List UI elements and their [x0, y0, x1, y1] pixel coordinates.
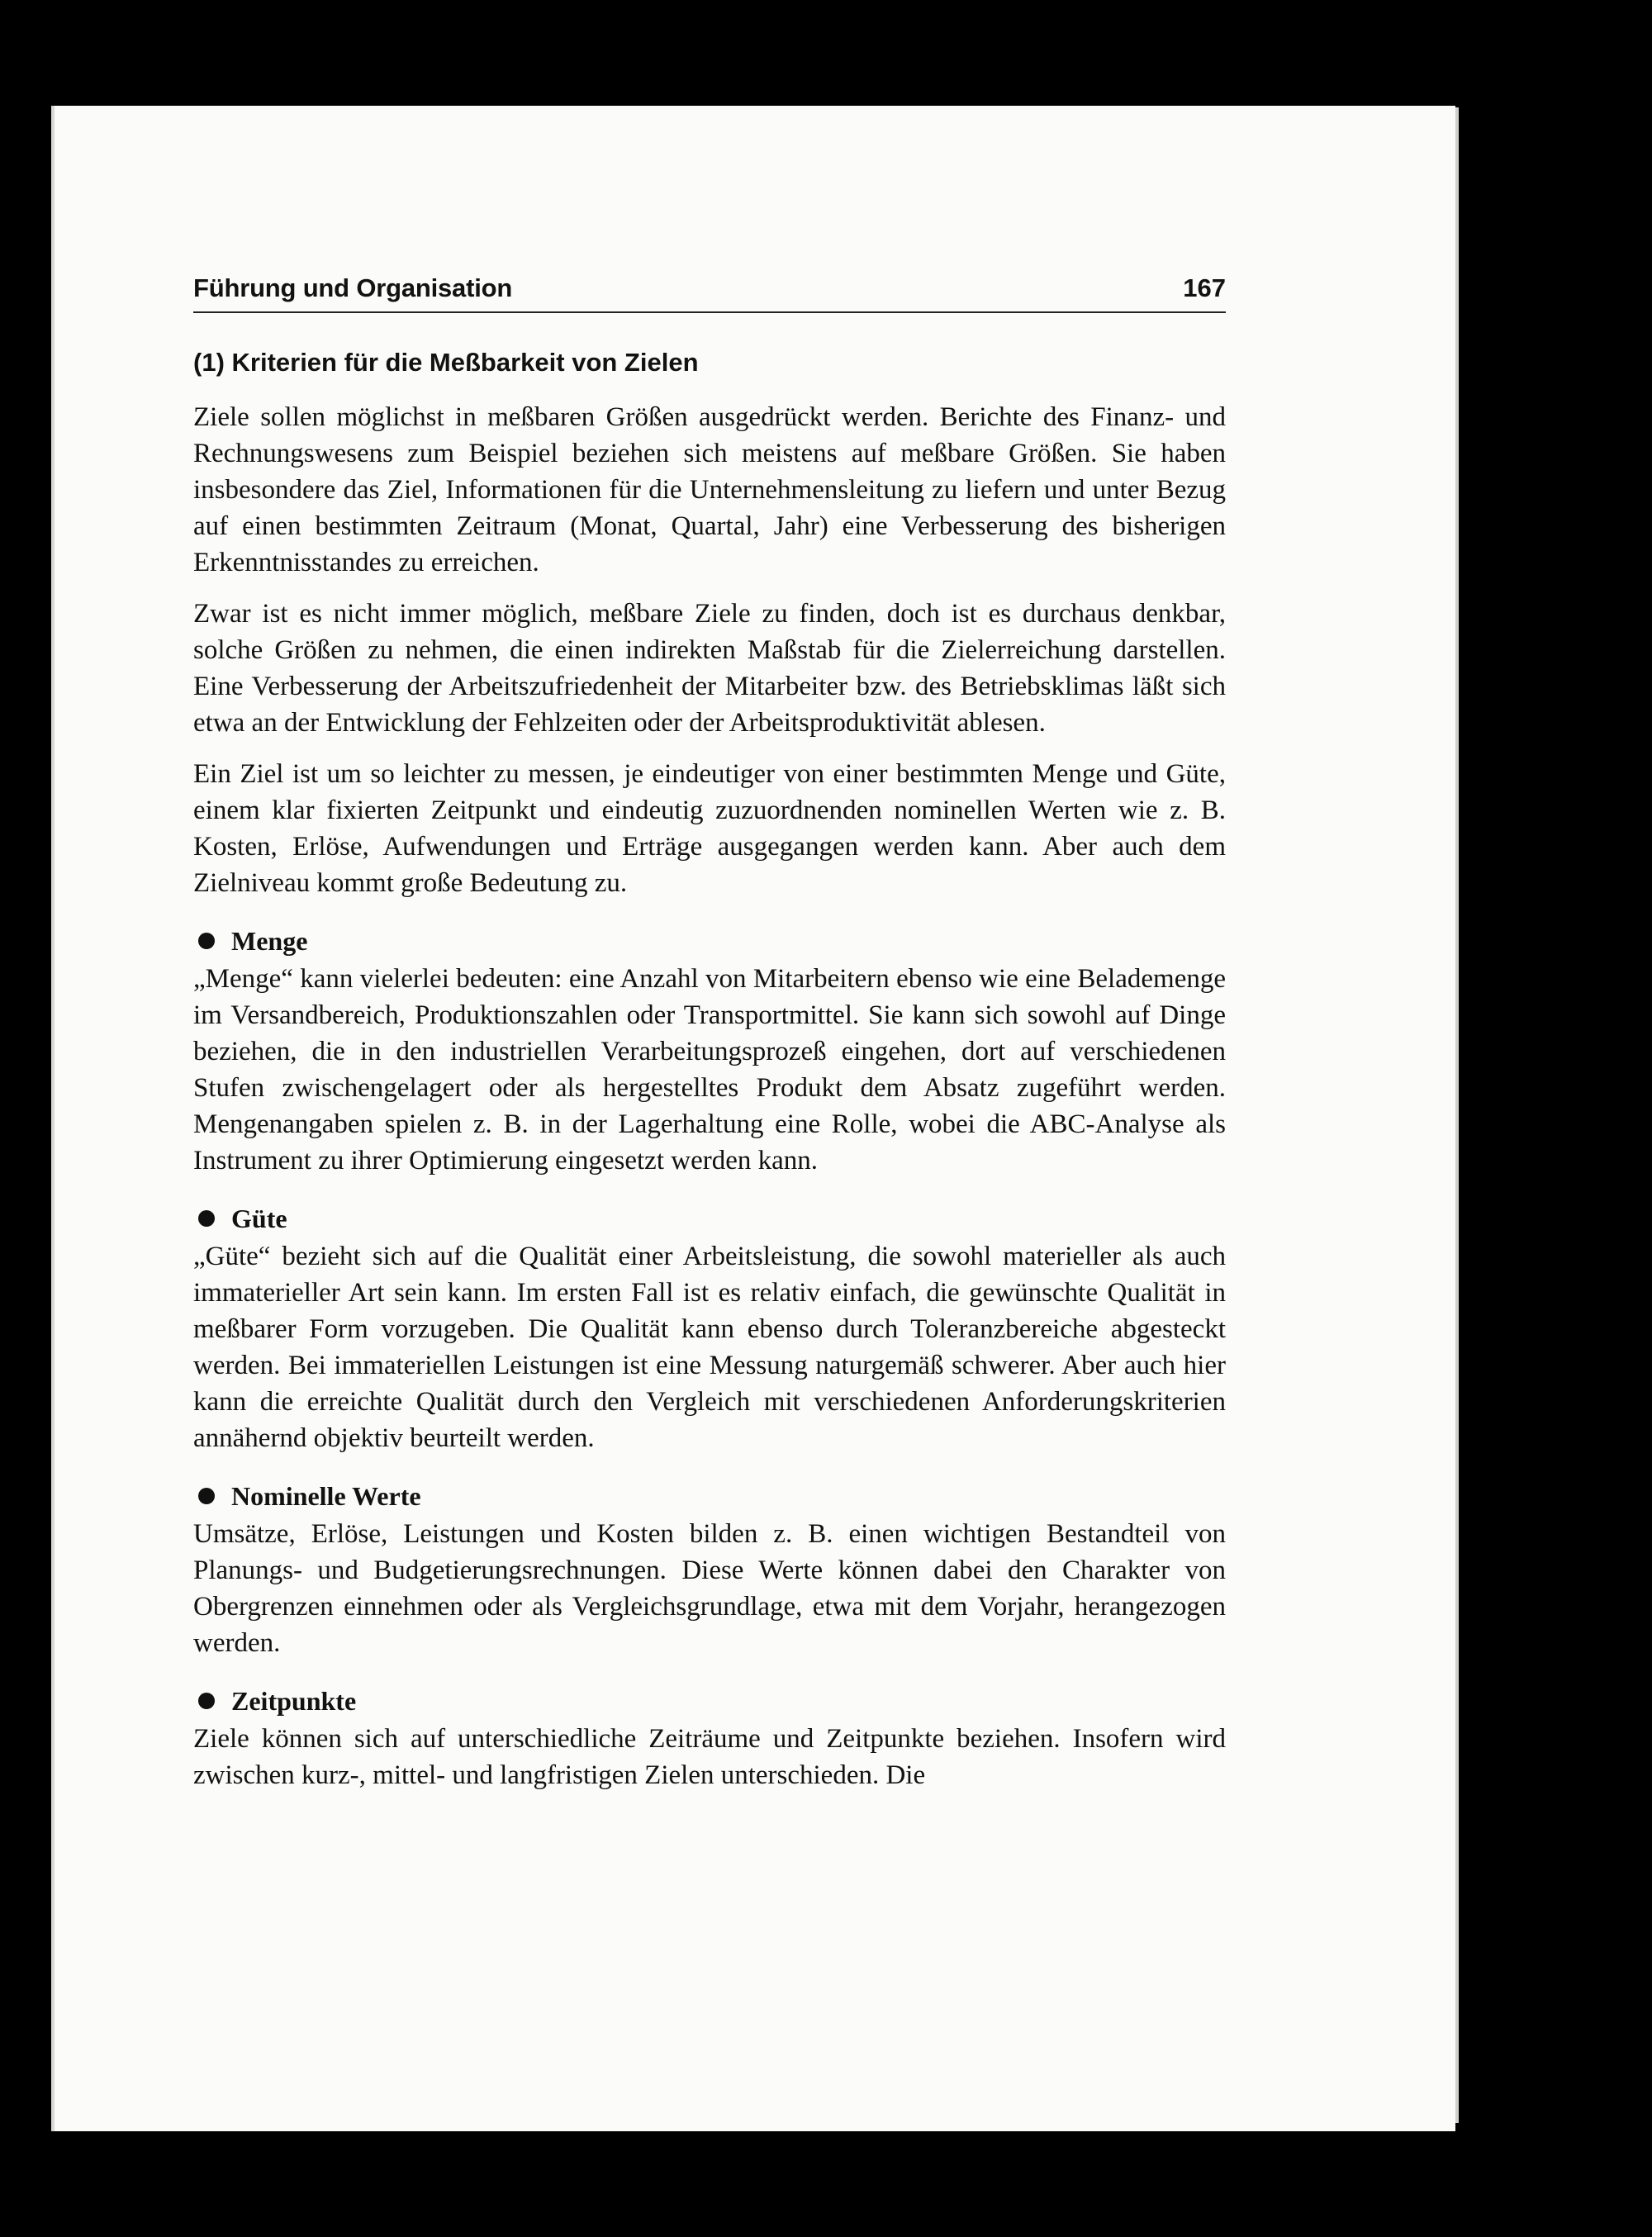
bullet-title: Güte — [231, 1204, 287, 1233]
bullet-title: Menge — [231, 926, 308, 956]
bullet-point-icon — [198, 1210, 215, 1227]
page-number: 167 — [1183, 273, 1226, 302]
bullet-menge — [193, 923, 1226, 1179]
running-title: Führung und Organisation — [193, 273, 513, 302]
bullet-heading — [193, 1200, 1226, 1237]
bullet-title: Zeitpunkte — [231, 1686, 357, 1716]
bullet-text: Umsätze, Erlöse, Leistungen und Kosten bilden z. B. einen wichtigen Bestandteil von Planungs- und Budgetierungsrechnungen. Diese Werte können dabei den Charakter von Obergrenzen einnehmen oder als Vergleichsgrundlage, etwa mit dem Vorjahr, herangezogen werden. — [193, 1519, 1226, 1658]
bullet-text: Ziele können sich auf unterschiedliche Zeiträume und Zeitpunkte beziehen. Insofern wird zwischen kurz-, mittel- und langfristigen Zielen unterschieden. Die — [193, 1724, 1226, 1790]
paragraph-2: Zwar ist es nicht immer möglich, meßbare Ziele zu finden, doch ist es durchaus denkbar, solche Größen zu nehmen, die einen indirekten Maßstab für die Zielerreichung darstellen. Eine Verbesserung der Arbeitszufriedenheit der Mitarbeiter bzw. des Betriebsklimas läßt sich etwa an der Entwicklung der Fehlzeiten oder der Arbeitsproduktivität ablesen. — [193, 599, 1226, 738]
bullet-heading — [193, 1683, 1226, 1719]
bullet-title: Nominelle Werte — [231, 1481, 421, 1511]
paragraph-1: Ziele sollen möglichst in meßbaren Größen ausgedrückt werden. Berichte des Finanz- und Rechnungswesens zum Beispiel beziehen sich meistens auf meßbare Größen. Sie haben insbesondere das Ziel, Informationen für die Unternehmensleitung zu liefern und unter Bezug auf einen bestimmten Zeitraum (Monat, Quartal, Jahr) eine Verbesserung des bisherigen Erkenntnisstandes zu erreichen. — [193, 402, 1226, 577]
bullet-point-icon — [198, 933, 215, 949]
page-content — [193, 268, 1226, 1793]
running-header — [193, 268, 1226, 313]
bullet-heading — [193, 923, 1226, 959]
bullet-point-icon — [198, 1488, 215, 1504]
page-right-edge — [1455, 107, 1459, 2123]
bullet-text: „Güte“ bezieht sich auf die Qualität einer Arbeitsleistung, die sowohl materieller als auch immaterieller Art sein kann. Im ersten Fall ist es relativ einfach, die gewünschte Qualität in meßbarer Form vorzugeben. Die Qualität kann ebenso durch Toleranzbereiche abgesteckt werden. Bei immateriellen Leistungen ist eine Messung naturgemäß schwerer. Aber auch hier kann die erreichte Qualität durch den Vergleich mit verschiedenen Anforderungskriterien annähernd objektiv beurteilt werden. — [193, 1242, 1226, 1453]
paragraph-3: Ein Ziel ist um so leichter zu messen, je eindeutiger von einer bestimmten Menge und Güte, einem klar fixierten Zeitpunkt und eindeutig zuzuordnenden nominellen Werten wie z. B. Kosten, Erlöse, Aufwendungen und Erträge ausgegangen werden kann. Aber auch dem Zielniveau kommt große Bedeutung zu. — [193, 759, 1226, 898]
bullet-text: „Menge“ kann vielerlei bedeuten: eine Anzahl von Mitarbeitern ebenso wie eine Belademenge im Versandbereich, Produktionszahlen oder Transportmittel. Sie kann sich sowohl auf Dinge beziehen, die in den industriellen Verarbeitungsprozeß eingehen, dort auf verschiedenen Stufen zwischengelagert oder als hergestelltes Produkt dem Absatz zugeführt werden. Mengenangaben spielen z. B. in der Lagerhaltung eine Rolle, wobei die ABC-Analyse als Instrument zu ihrer Optimierung eingesetzt werden kann. — [193, 964, 1226, 1175]
bullet-heading — [193, 1478, 1226, 1514]
bullet-nominelle-werte — [193, 1478, 1226, 1661]
bullet-zeitpunkte — [193, 1683, 1226, 1793]
bullet-point-icon — [198, 1693, 215, 1709]
bullet-guete — [193, 1200, 1226, 1456]
section-heading: (1) Kriterien für die Meßbarkeit von Zielen — [193, 348, 699, 377]
page-binding-edge — [51, 106, 55, 2131]
